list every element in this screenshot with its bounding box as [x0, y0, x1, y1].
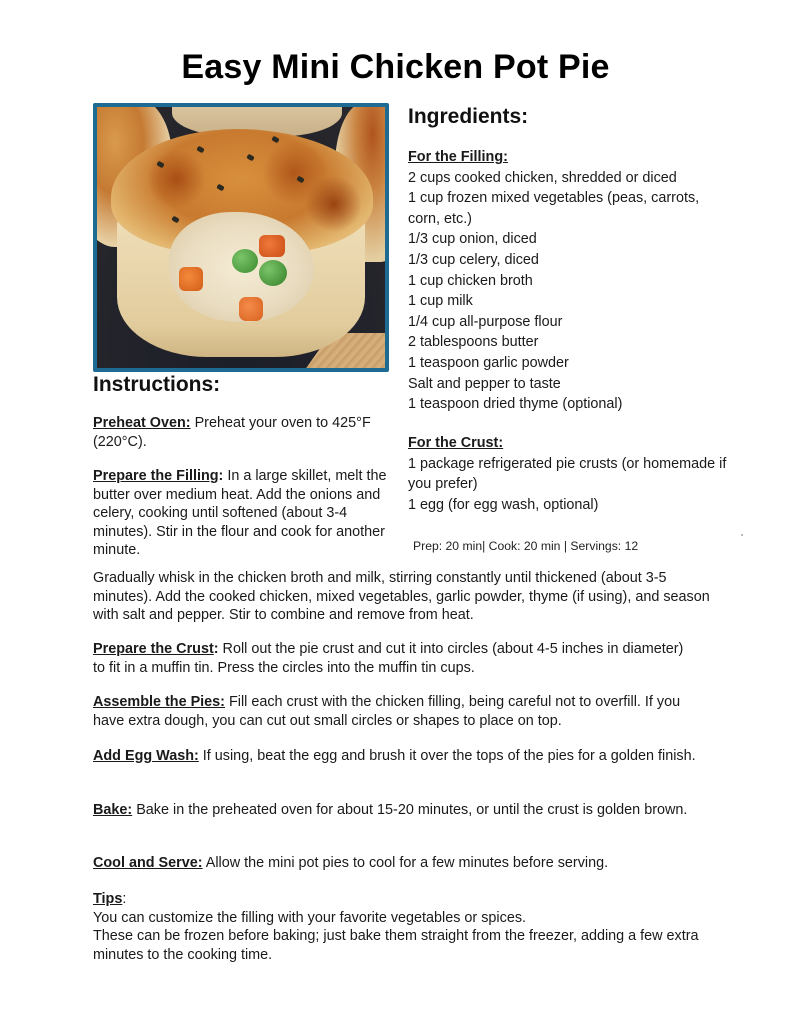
ingredient-item: 1 teaspoon garlic powder	[408, 354, 569, 371]
photo-pea	[232, 249, 258, 273]
tips-label: Tips	[93, 891, 123, 907]
pot-pie-photo	[93, 103, 389, 372]
step-bake	[93, 801, 713, 820]
photo-carrot	[179, 267, 203, 291]
step-label: Add Egg Wash:	[93, 748, 199, 764]
step-text: If using, beat the egg and brush it over the tops of the pies for a golden finish.	[198, 748, 696, 764]
step-text: In a large skillet, melt the butter over medium heat. Add the onions and celery, cooking until softened (about 3-4 minutes). Stir in the flour and cook for another minute.	[93, 468, 387, 558]
ingredient-item: 1/3 cup celery, diced	[408, 251, 539, 268]
ingredient-item: Salt and pepper to taste	[408, 375, 561, 392]
ingredient-item-continued: corn, etc.)	[408, 210, 472, 227]
step-label: Prepare the Crust	[93, 641, 214, 657]
crust-list	[408, 454, 748, 516]
step-label: Prepare the Filling	[93, 468, 219, 484]
step-prepare-crust	[93, 640, 693, 677]
filling-subheading: For the Filling:	[408, 149, 508, 165]
tip-item: You can customize the filling with your favorite vegetables or spices.	[93, 909, 527, 926]
step-prepare-filling	[93, 467, 393, 560]
tips-label-colon: :	[122, 891, 127, 907]
step-label-colon: :	[218, 468, 224, 484]
ingredient-item: 1 package refrigerated pie crusts (or homemade if you prefer)	[408, 455, 727, 493]
crust-ingredients	[408, 433, 748, 515]
step-label: Assemble the Pies:	[93, 694, 225, 710]
ingredient-item: 1 egg (for egg wash, optional)	[408, 496, 599, 513]
tip-item: These can be frozen before baking; just bake them straight from the freezer, adding a few extra minutes to the cooking time.	[93, 928, 699, 963]
step-text: Allow the mini pot pies to cool for a few minutes before serving.	[202, 855, 609, 871]
step-label: Preheat Oven:	[93, 415, 191, 431]
ingredient-item: 1 cup frozen mixed vegetables (peas, carrots,	[408, 190, 700, 207]
scan-speck	[741, 534, 743, 536]
tips-section	[93, 890, 713, 964]
step-label: Bake:	[93, 802, 133, 818]
step-prepare-filling-continued	[93, 569, 713, 625]
step-assemble-pies	[93, 693, 713, 730]
filling-list	[408, 168, 748, 415]
photo-carrot	[259, 235, 285, 257]
step-text: Bake in the preheated oven for about 15-20 minutes, or until the crust is golden brown.	[132, 802, 688, 818]
crust-subheading: For the Crust:	[408, 435, 504, 451]
filling-ingredients	[408, 147, 748, 415]
step-text: Gradually whisk in the chicken broth and milk, stirring constantly until thickened (about 3-5 minutes). Add the cooked chicken, mixed vegetables, garlic powder, thyme (if using), and season with salt and pepper. Stir to combine and remove from heat.	[93, 570, 710, 623]
step-add-egg-wash	[93, 747, 713, 766]
step-label: Cool and Serve:	[93, 855, 203, 871]
step-text: Roll out the pie crust and cut it into circles (about 4-5 inches in diameter) to fit in a muffin tin. Press the circles into the muffin tin cups.	[93, 641, 684, 676]
ingredient-item: 2 cups cooked chicken, shredded or diced	[408, 169, 677, 186]
step-preheat-oven	[93, 414, 383, 451]
step-text: Preheat your oven to 425°F (220°C).	[93, 415, 371, 450]
ingredient-item: 1 teaspoon dried thyme (optional)	[408, 396, 623, 413]
ingredient-item: 1 cup chicken broth	[408, 272, 533, 289]
photo-pea	[259, 260, 287, 286]
instructions-heading: Instructions:	[93, 373, 221, 396]
step-label-colon: :	[213, 641, 219, 657]
ingredient-item: 1/3 cup onion, diced	[408, 231, 537, 248]
ingredient-item: 2 tablespoons butter	[408, 334, 539, 351]
ingredient-item: 1 cup milk	[408, 293, 473, 310]
step-text: Fill each crust with the chicken filling, being careful not to overfill. If you have extra dough, you can cut out small circles or shapes to place on top.	[93, 694, 681, 729]
step-cool-and-serve	[93, 854, 713, 873]
ingredients-heading: Ingredients:	[408, 105, 529, 128]
photo-carrot	[239, 297, 263, 321]
ingredient-item: 1/4 cup all-purpose flour	[408, 313, 563, 330]
recipe-meta: Prep: 20 min| Cook: 20 min | Servings: 12	[413, 539, 639, 553]
page-title: Easy Mini Chicken Pot Pie	[181, 48, 610, 86]
